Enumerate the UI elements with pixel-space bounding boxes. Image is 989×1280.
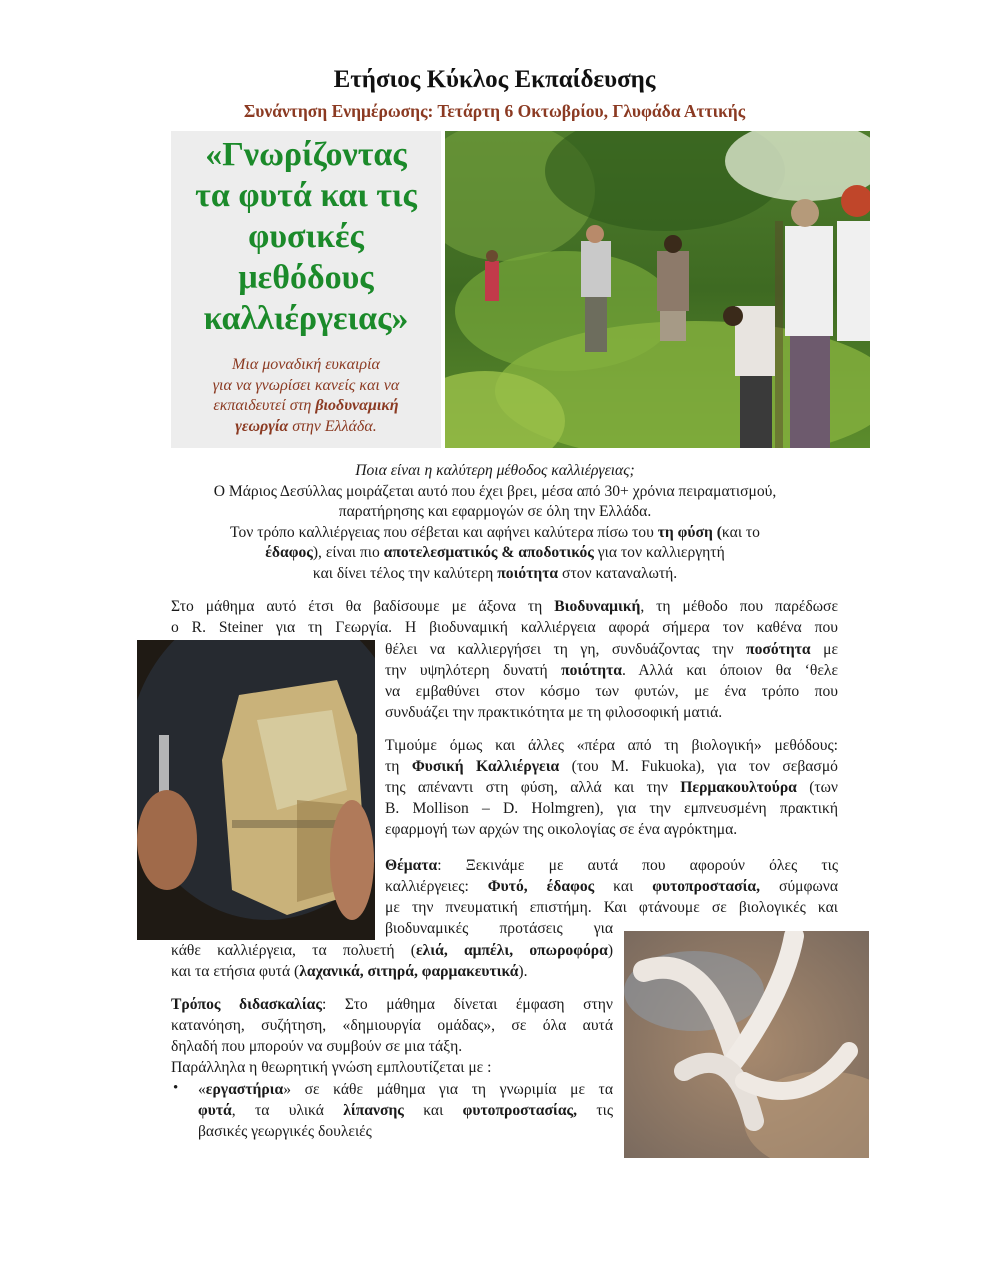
para2-line: Τιμούμε όμως και άλλες «πέρα από τη βιολογική» μεθόδους: [385, 737, 838, 754]
tagline: Μια μοναδική ευκαιρία για να γνωρίσει κανείς και να εκπαιδευτεί στη βιοδυναμική γεωργία στην Ελλάδα. [212, 356, 400, 435]
headline-line: «Γνωρίζοντας [205, 136, 407, 173]
document-subtitle: Συνάντηση Ενημέρωσης: Τετάρτη 6 Οκτωβρίου, Γλυφάδα Αττικής [243, 101, 746, 121]
document-title: Ετήσιος Κύκλος Εκπαίδευσης [333, 66, 656, 93]
stone-illustration [137, 640, 375, 940]
stone-photo [137, 640, 375, 940]
headline [171, 134, 441, 339]
bullet-line: «εργαστήρια» σε κάθε μάθημα για τη γνωριμία με τα [198, 1081, 613, 1098]
para2-line: B. Mollison – D. Holmgren), για την εμπνευσμένη πρακτική [385, 800, 838, 817]
topics-line: με την πνευματική επιστήμη. Και φτάνουμε σε βιολογικές και [385, 899, 838, 916]
para2-line: της απέναντι στη φύση, αλλά και την Περμακουλτούρα (των [385, 779, 838, 796]
intro-block: Ποια είναι η καλύτερη μέθοδος καλλιέργειας; Ο Μάριος Δεσύλλας μοιράζεται αυτό που έχει βρει, μέσα από 30+ χρόνια πειραματισμού, παρατήρησης και εφαρμογών σε όλη την Ελλάδα. Τον τρόπο καλλιέργειας που σέβεται και αφήνει καλύτερα πίσω του τη φύση (και το έδαφος), είναι πιο αποτελεσματικός & αποδοτικός για τον καλλιεργητή και δίνει τέλος την καλύτερη ποιότητα στον καταναλωτή. [150, 461, 840, 584]
headline-line: καλλιέργειας» [203, 300, 409, 337]
bullet-line: φυτά, τα υλικά λίπανσης και φυτοπροστασίας, τις [198, 1102, 613, 1119]
topics-line: βιοδυναμικές προτάσεις για [385, 920, 613, 937]
forest-walk-photo [445, 131, 870, 448]
para1-line: θέλει να καλλιεργήσει τη γη, συνδυάζοντας την ποσότητα με [385, 641, 838, 658]
teaching-line: δηλαδή που μπορούν να συμβούν σε μια τάξη. [171, 1038, 463, 1055]
para1-line: να εμβαθύνει στον κόσμο των φυτών, με ένα τρόπο που [385, 683, 838, 700]
para2-line: τη Φυσική Καλλιέργεια (του M. Fukuoka), για τον σεβασμό [385, 758, 838, 775]
para1-line: Στο μάθημα αυτό έτσι θα βαδίσουμε με άξονα τη Βιοδυναμική, τη μέθοδο που παρέδωσε [171, 598, 838, 615]
teaching-line: Παράλληλα η θεωρητική γνώση εμπλουτίζεται με : [171, 1059, 492, 1076]
bullet-icon: • [173, 1080, 179, 1096]
headline-line: τα φυτά και τις [195, 177, 417, 214]
topics-line: Θέματα: Ξεκινάμε με αυτά που αφορούν όλες τις [385, 857, 838, 874]
para1-line: την υψηλότερη δυνατή ποιότητα. Αλλά και όποιον θα ‘θελε [385, 662, 838, 679]
teaching-line: Τρόπος διδασκαλίας: Στο μάθημα δίνεται έμφαση στην [171, 996, 613, 1013]
teaching-line: κατανόηση, συζήτηση, «δημιουργία ομάδας», σε όλα αυτά [171, 1017, 613, 1034]
intro-question: Ποια είναι η καλύτερη μέθοδος καλλιέργειας; [355, 462, 635, 479]
forest-walk-illustration [445, 131, 870, 448]
bullet-line: βασικές γεωργικές δουλειές [198, 1123, 372, 1140]
topics-line: κάθε καλλιέργεια, τα πολυετή (ελιά, αμπέλι, οπωροφόρα) [171, 942, 614, 959]
para1-line: συνδυάζει την πρακτικότητα με τη φιλοσοφική ματιά. [385, 704, 723, 721]
horns-illustration [624, 931, 869, 1158]
topics-line: καλλιέργειες: Φυτό, έδαφος και φυτοπροστασία, σύμφωνα [385, 878, 838, 895]
headline-line: μεθόδους [238, 259, 374, 296]
topics-line: και τα ετήσια φυτά (λαχανικά, σιτηρά, φαρμακευτικά). [171, 963, 528, 980]
para2-line: εφαρμογή των αρχών της οικολογίας σε ένα αγρόκτημα. [385, 821, 738, 838]
headline-line: φυσικές [248, 218, 364, 255]
para1-line: ο R. Steiner για τη Γεωργία. Η βιοδυναμική καλλιέργεια αφορά σήμερα τον καθένα που [171, 619, 838, 636]
horns-photo [624, 931, 869, 1158]
